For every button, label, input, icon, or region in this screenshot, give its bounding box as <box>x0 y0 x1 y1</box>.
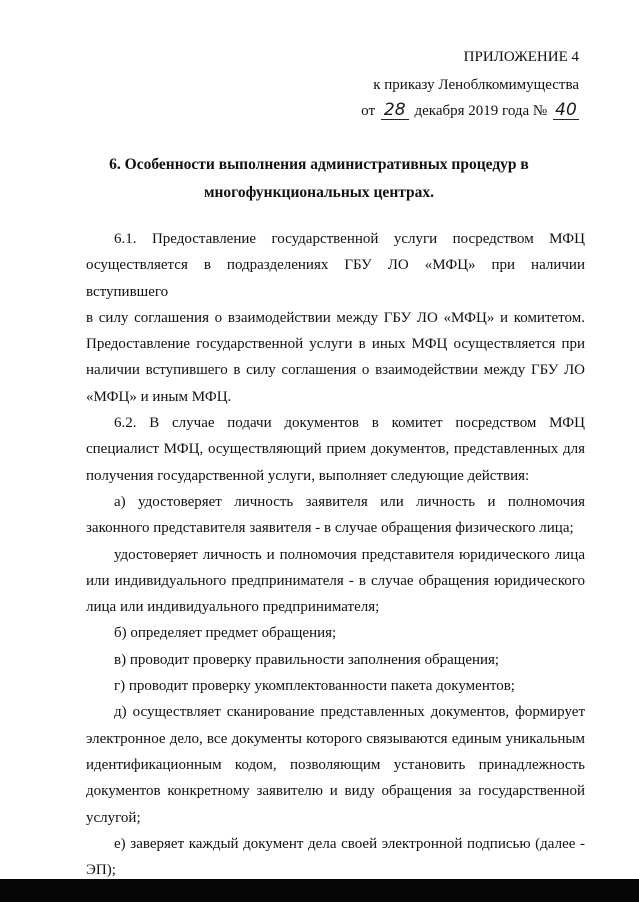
text-line: Предоставление государственной услуги в иных МФЦ осуществляется при <box>86 336 585 353</box>
handwritten-date-day: 28 <box>381 102 409 120</box>
text-line: 6.1. Предоставление государственной услуги посредством МФЦ <box>114 231 585 247</box>
text-line: ЭП); <box>86 862 116 879</box>
text-line: в силу соглашения о взаимодействии между ГБУ ЛО «МФЦ» и комитетом. <box>86 309 585 326</box>
text-line: законного представителя заявителя - в случае обращения физического лица; <box>86 520 574 537</box>
text-line: г) проводит проверку укомплектованности пакета документов; <box>114 678 515 695</box>
appendix-label: ПРИЛОЖЕНИЕ 4 <box>463 49 579 65</box>
text-line: или индивидуального предпринимателя - в случае обращения юридического <box>86 572 585 589</box>
scan-bottom-edge <box>0 879 639 902</box>
text-line: электронное дело, все документы которого связываются единым уникальным <box>86 730 585 747</box>
date-prefix: от <box>361 103 375 119</box>
section-title <box>60 151 578 207</box>
order-reference: к приказу Леноблкомимущества <box>373 77 579 93</box>
text-line: лица или индивидуального предпринимателя; <box>86 599 380 616</box>
order-date-line <box>361 101 579 121</box>
text-line: а) удостоверяет личность заявителя или личность и полномочия <box>114 493 585 510</box>
text-line: в) проводит проверку правильности заполнения обращения; <box>114 651 500 668</box>
text-line: б) определяет предмет обращения; <box>114 625 337 642</box>
section-title-line-2: многофункциональных центрах. <box>203 184 435 201</box>
text-line: получения государственной услуги, выполняет следующие действия: <box>86 467 530 484</box>
body-text <box>86 226 585 883</box>
text-line: удостоверяет личность и полномочия представителя юридического лица <box>114 546 585 563</box>
text-line: услугой; <box>86 809 141 826</box>
text-line: наличии вступившего в силу соглашения о взаимодействии между ГБУ ЛО <box>86 362 585 379</box>
text-line: д) осуществляет сканирование представленных документов, формирует <box>114 704 585 721</box>
text-line: 6.2. В случае подачи документов в комитет посредством МФЦ <box>114 415 585 432</box>
text-line: документов конкретному заявителю и виду обращения за государственной <box>86 783 585 800</box>
handwritten-order-number: 40 <box>553 102 579 120</box>
date-rest: декабря 2019 года № <box>414 103 548 119</box>
text-line: специалист МФЦ, осуществляющий прием документов, представленных для <box>86 441 585 458</box>
section-title-line-1: 6. Особенности выполнения административных процедур в <box>109 156 529 173</box>
text-line: е) заверяет каждый документ дела своей электронной подписью (далее - <box>114 835 585 852</box>
text-line: осуществляется в подразделениях ГБУ ЛО «МФЦ» при наличии вступившего <box>86 257 585 300</box>
text-line: идентификационным кодом, позволяющим установить принадлежность <box>86 756 585 773</box>
text-line: «МФЦ» и иным МФЦ. <box>86 388 232 405</box>
